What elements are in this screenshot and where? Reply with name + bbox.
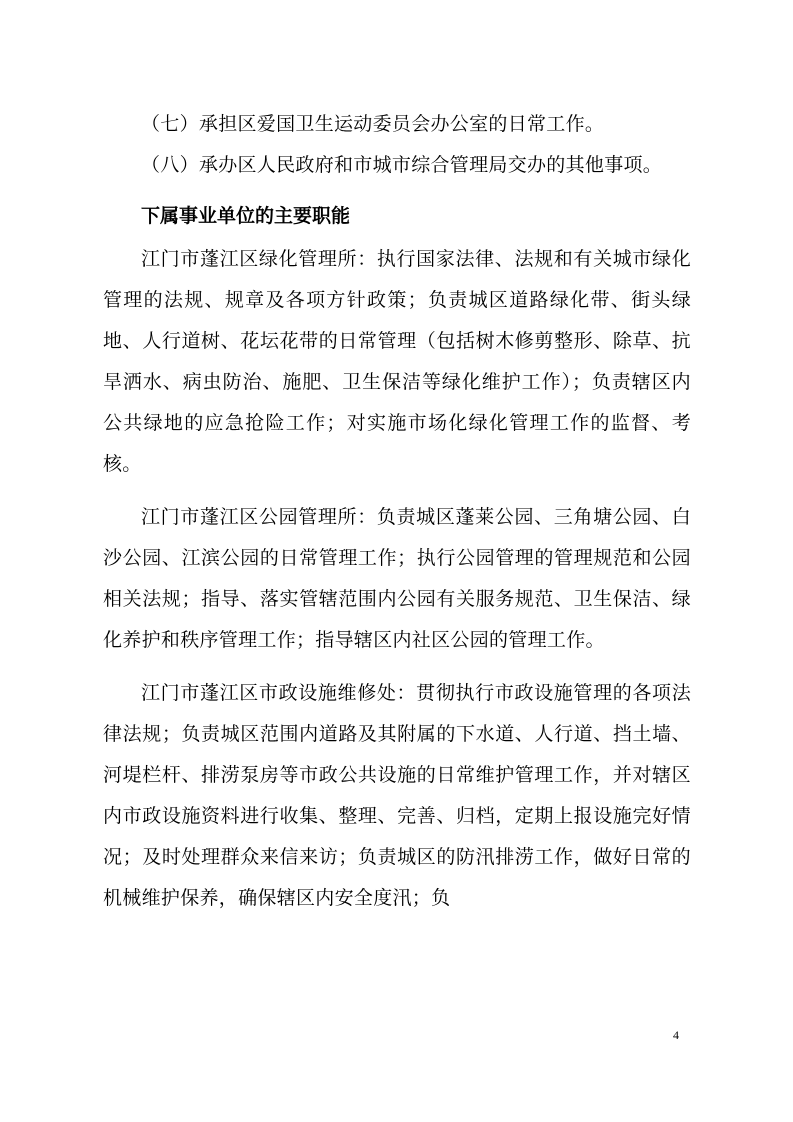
page-number: 4 bbox=[673, 1028, 679, 1042]
unit-paragraph-greening: 江门市蓬江区绿化管理所：执行国家法律、法规和有关城市绿化管理的法规、规章及各项方针政策；负责城区道路绿化带、街头绿地、人行道树、花坛花带的日常管理（包括树木修剪整形、除草、抗旱洒水、病虫防治、施肥、卫生保洁等绿化维护工作）；负责辖区内公共绿地的应急抢险工作；对实施市场化绿化管理工作的监督、考核。 bbox=[103, 248, 691, 475]
paragraph-item-7: （七）承担区爱国卫生运动委员会办公室的日常工作。 bbox=[141, 113, 605, 135]
section-heading: 下属事业单位的主要职能 bbox=[141, 205, 351, 227]
document-body bbox=[103, 104, 691, 919]
unit-paragraph-municipal: 江门市蓬江区市政设施维修处：贯彻执行市政设施管理的各项法律法规；负责城区范围内道路及其附属的下水道、人行道、挡土墙、河堤栏杆、排涝泵房等市政公共设施的日常维护管理工作，并对辖区内市政设施资料进行收集、整理、完善、归档，定期上报设施完好情况；及时处理群众来信来访；负责城区的防汛排涝工作，做好日常的机械维护保养，确保辖区内安全度汛；负 bbox=[103, 682, 691, 909]
unit-paragraph-parks: 江门市蓬江区公园管理所：负责城区蓬莱公园、三角塘公园、白沙公园、江滨公园的日常管理工作；执行公园管理的管理规范和公园相关法规；指导、落实管辖范围内公园有关服务规范、卫生保洁、绿化养护和秩序管理工作；指导辖区内社区公园的管理工作。 bbox=[103, 506, 691, 651]
paragraph-item-8: （八）承办区人民政府和市城市综合管理局交办的其他事项。 bbox=[141, 154, 663, 176]
